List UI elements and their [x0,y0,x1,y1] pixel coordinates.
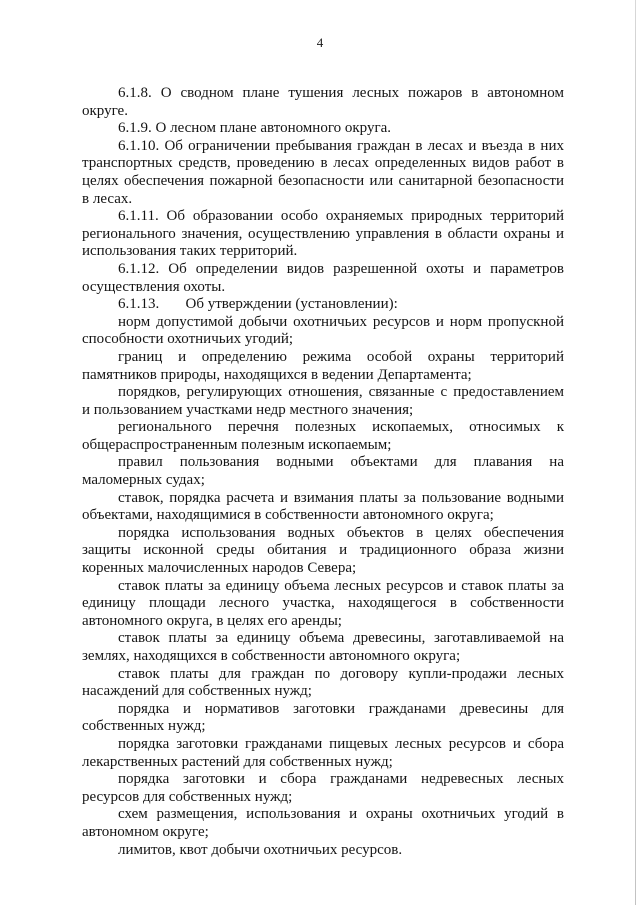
list-item-hunting-norms: норм допустимой добычи охотничьих ресурсов и норм пропускной способности охотничьих угодий; [82,313,564,348]
paragraph-6-1-13: 6.1.13. Об утверждении (установлении): [118,296,398,313]
list-item-hunting-quotas: лимитов, квот добычи охотничьих ресурсов. [118,841,403,858]
list-item-timber-rates: ставок платы за единицу объема древесины, заготавливаемой на землях, находящихся в собственности автономного округа; [82,630,564,664]
paragraph-6-1-11: 6.1.11. Об образовании особо охраняемых природных территорий регионального значения, осуществлению управления в области охраны и использования таких территорий. [82,208,564,260]
list-item-citizen-timber-rates: ставок платы для граждан по договору купли-продажи лесных насаждений для собственных нужд; [82,665,564,700]
list-item-forest-rates: ставок платы за единицу объема лесных ресурсов и ставок платы за единицу площади лесного участка, находящегося в собственности автономного округа, в целях его аренды; [82,577,564,629]
document-body [82,85,564,859]
list-item-subsoil-procedures: порядков, регулирующих отношения, связанные с предоставлением и пользованием участками недр местного значения; [82,384,564,418]
paragraph-6-1-9: 6.1.9. О лесном плане автономного округа. [118,120,392,137]
paragraph-6-1-12: 6.1.12. Об определении видов разрешенной охоты и параметров осуществления охоты. [82,260,564,295]
page-number: 4 [316,35,324,50]
list-item-nature-monuments: границ и определению режима особой охраны территорий памятников природы, находящихся в ведении Департамента; [82,348,564,383]
list-item-food-resources: порядка заготовки гражданами пищевых лесных ресурсов и сбора лекарственных растений для собственных нужд; [82,735,564,770]
paragraph-6-1-8: 6.1.8. О сводном плане тушения лесных пожаров в автономном округе. [82,85,564,119]
list-item-non-timber-resources: порядка заготовки и сбора гражданами недревесных лесных ресурсов для собственных нужд; [82,771,564,805]
list-item-minerals-list: регионального перечня полезных ископаемых, относимых к общераспространенным полезным ископаемым; [82,419,564,453]
page-edge-shadow [635,0,636,905]
list-item-small-vessels-rules: правил пользования водными объектами для плавания на маломерных судах; [82,454,564,489]
list-item-hunting-grounds-schemes: схем размещения, использования и охраны охотничьих угодий в автономном округе; [82,806,564,840]
list-item-water-fees: ставок, порядка расчета и взимания платы за пользование водными объектами, находящимися в собственности автономного округа; [82,489,564,524]
list-item-indigenous-water-use: порядка использования водных объектов в целях обеспечения защиты исконной среды обитания и традиционного образа жизни коренных малочисленных народов Севера; [82,524,564,577]
paragraph-6-1-10: 6.1.10. Об ограничении пребывания граждан в лесах и въезда в них транспортных средств, проведению в лесах определенных видов работ в целях обеспечения пожарной безопасности или санитарной безопасности в лесах. [82,137,564,207]
list-item-timber-norms: порядка и нормативов заготовки гражданами древесины для собственных нужд; [82,700,564,735]
